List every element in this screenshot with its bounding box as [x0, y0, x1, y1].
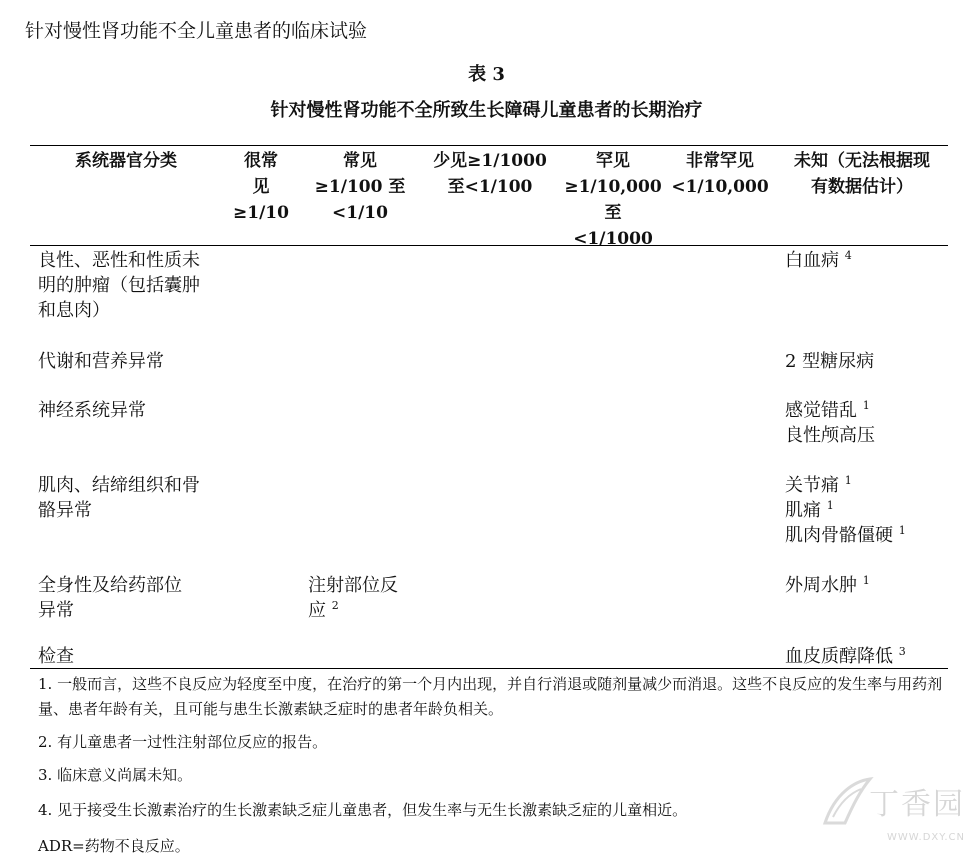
table-row-category: 良性、恶性和性质未 明的肿瘤（包括囊肿 和息肉） [38, 250, 200, 321]
table-cell-unknown: 外周水肿 $^1$ [785, 574, 870, 596]
header-unknown [778, 148, 946, 200]
header-line: 罕见 [596, 151, 630, 171]
footnote-1: 1. 一般而言，这些不良反应为轻度至中度，在治疗的第一个月内出现，并自行消退或随剂量减少而消退。这些不良反应的发生率与用药剂量、患者年龄有关，且可能与患生长激素缺乏症时的患者年龄负相关。 [38, 675, 943, 718]
header-line: <1/1000 [573, 229, 653, 249]
watermark-url: WWW.DXY.CN [887, 832, 965, 843]
header-line: 非常罕见 [686, 151, 754, 171]
header-rare [563, 148, 663, 252]
header-system-organ-class [36, 148, 216, 174]
table-top-rule [30, 145, 948, 146]
header-line: 少见≥1/1000 [433, 151, 547, 171]
table-row-category: 代谢和营养异常 [38, 351, 164, 372]
table-cell-unknown: 2 型糖尿病 [785, 351, 875, 372]
header-line: ≥1/10 [233, 203, 289, 223]
header-line: 系统器官分类 [75, 151, 177, 171]
table-row-category: 神经系统异常 [38, 400, 146, 421]
footnote-4: 4. 见于接受生长激素治疗的生长激素缺乏症儿童患者，但发生率与无生长激素缺乏症的儿童相近。 [38, 801, 688, 819]
header-line: 至 [604, 203, 622, 223]
table-row-category: 检查 [38, 646, 74, 667]
header-line: ≥1/100 至 [314, 177, 406, 197]
table-cell-unknown: 血皮质醇降低 $^3$ [785, 645, 906, 667]
table-cell-common: 注射部位反 应 $^2$ [308, 575, 398, 621]
table-row-category: 全身性及给药部位 异常 [38, 575, 182, 621]
table-cell-unknown: 感觉错乱 $^1$ 良性颅高压 [785, 399, 875, 446]
header-line: 至<1/100 [447, 177, 533, 197]
dxy-logo-icon [815, 773, 875, 833]
header-line: 未知（无法根据现 [794, 151, 930, 171]
watermark [815, 773, 965, 843]
header-line: <1/10 [332, 203, 388, 223]
header-very-rare [670, 148, 770, 200]
header-uncommon [430, 148, 550, 200]
footnote-2: 2. 有儿童患者一过性注射部位反应的报告。 [38, 733, 328, 751]
header-line: 常见 [343, 151, 377, 171]
watermark-text: 丁香园 [869, 787, 965, 822]
table-title: 针对慢性肾功能不全所致生长障碍儿童患者的长期治疗 [270, 100, 703, 121]
table-cell-unknown: 白血病 $^4$ [785, 249, 852, 271]
header-line: 很常 [244, 151, 278, 171]
table-label: 表 3 [468, 64, 505, 85]
header-line: 见 [252, 177, 270, 197]
table-header-rule [30, 245, 948, 246]
header-common [305, 148, 415, 226]
footnote-adr: ADR=药物不良反应。 [38, 837, 190, 855]
footnote-3: 3. 临床意义尚属未知。 [38, 766, 193, 784]
table-cell-unknown: 关节痛 $^1$ 肌痛 $^1$ 肌肉骨骼僵硬 $^1$ [785, 474, 906, 546]
header-line: 有数据估计） [811, 177, 913, 197]
table-row-category: 肌肉、结缔组织和骨 骼异常 [38, 475, 200, 521]
header-line: <1/10,000 [671, 177, 769, 197]
document-header: 针对慢性肾功能不全儿童患者的临床试验 [25, 20, 368, 42]
header-line: ≥1/10,000 [564, 177, 662, 197]
header-very-common [230, 148, 292, 226]
